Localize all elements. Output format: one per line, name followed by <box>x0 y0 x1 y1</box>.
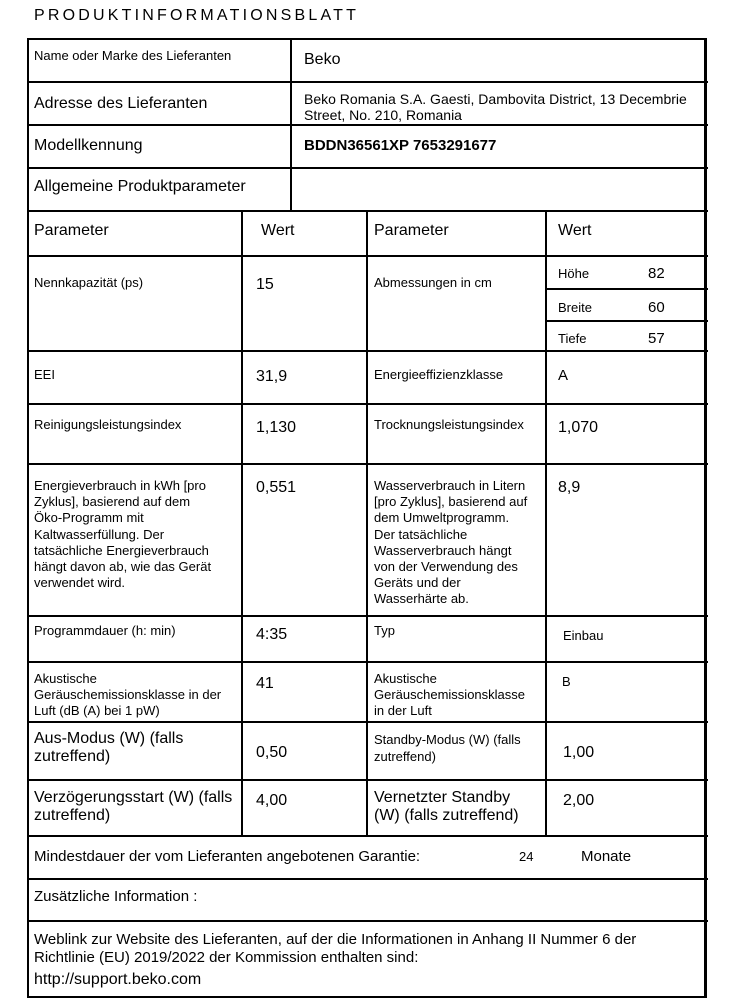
text-line: Öko-Programm mit <box>34 510 144 526</box>
text-line: Akustische <box>374 671 437 686</box>
type-value: Einbau <box>563 628 604 643</box>
drying-index-label: Trocknungsleistungsindex <box>374 417 524 432</box>
height-value: 82 <box>648 265 665 282</box>
text-line: Kaltwasserfüllung. Der <box>34 526 165 542</box>
drying-index-value: 1,070 <box>558 419 599 436</box>
text-line: Standby-Modus (W) (falls <box>374 732 521 747</box>
row-divider <box>27 124 708 126</box>
noise-emission-label <box>34 671 221 719</box>
text-line: hängt davon ab, wie das Gerät <box>34 559 212 575</box>
capacity-value: 15 <box>256 276 274 293</box>
width-label: Breite <box>558 300 592 315</box>
text-line: von der Verwendung des <box>374 559 518 575</box>
general-parameters-label: Allgemeine Produktparameter <box>34 178 246 195</box>
param-header-right: Parameter <box>374 222 449 239</box>
supplier-address-value <box>304 91 687 123</box>
supplier-name-value: Beko <box>304 51 341 68</box>
column-divider <box>290 38 292 212</box>
text-line: Richtlinie (EU) 2019/2022 der Kommission enthalten sind: <box>34 949 419 966</box>
value-header-left: Wert <box>261 222 295 239</box>
row-divider <box>547 320 708 322</box>
program-duration-label: Programmdauer (h: min) <box>34 623 176 638</box>
text-line: (W) (falls zutreffend) <box>374 807 519 824</box>
row-divider <box>27 167 708 169</box>
text-line: Wasserverbrauch hängt <box>374 542 512 558</box>
delay-start-value: 4,00 <box>256 792 288 809</box>
text-line: Geräuschemissionsklasse <box>374 687 526 702</box>
text-line: Energieverbrauch in kWh [pro <box>34 478 206 493</box>
text-line: Geräuschemissionsklasse in der <box>34 687 222 702</box>
off-mode-label <box>34 730 183 766</box>
text-line: Vernetzter Standby <box>374 789 511 806</box>
text-line: Wasserverbrauch in Litern <box>374 478 526 493</box>
delay-start-label <box>34 789 232 825</box>
address-line: Beko Romania S.A. Gaesti, Dambovita District, 13 Decembrie <box>304 91 687 107</box>
cleaning-index-label: Reinigungsleistungsindex <box>34 417 182 432</box>
noise-emission-value: 41 <box>256 675 274 692</box>
text-line: [pro Zyklus], basierend auf <box>374 494 528 510</box>
column-divider <box>366 210 368 837</box>
text-line: zutreffend) <box>34 748 111 765</box>
row-divider <box>547 288 708 290</box>
warranty-label: Mindestdauer der vom Lieferanten angebotenen Garantie: <box>34 848 421 865</box>
column-divider <box>241 210 243 837</box>
model-label: Modellkennung <box>34 137 143 154</box>
energy-consumption-value: 0,551 <box>256 479 297 496</box>
depth-label: Tiefe <box>558 331 587 346</box>
networked-standby-label <box>374 789 519 825</box>
noise-class-value: B <box>562 674 571 689</box>
text-line: Akustische <box>34 671 97 686</box>
water-consumption-label <box>374 478 527 608</box>
text-line: Der tatsächliche <box>374 526 468 542</box>
type-label: Typ <box>374 623 395 638</box>
noise-class-label <box>374 671 525 719</box>
capacity-label: Nennkapazität (ps) <box>34 275 144 290</box>
text-line: dem Umweltprogramm. <box>374 510 510 526</box>
text-line: Geräts und der <box>374 575 461 591</box>
dimensions-label: Abmessungen in cm <box>374 275 492 290</box>
eei-label: EEI <box>34 367 55 382</box>
supplier-address-label: Adresse des Lieferanten <box>34 95 208 112</box>
row-divider <box>27 878 708 880</box>
off-mode-value: 0,50 <box>256 744 288 761</box>
param-header-left: Parameter <box>34 222 109 239</box>
supplier-name-label: Name oder Marke des Lieferanten <box>34 48 232 63</box>
networked-standby-value: 2,00 <box>563 792 595 809</box>
text-line: Wasserhärte ab. <box>374 591 469 607</box>
warranty-value: 24 <box>519 849 534 864</box>
energy-class-value: A <box>558 367 569 384</box>
standby-mode-value: 1,00 <box>563 744 595 761</box>
width-value: 60 <box>648 299 665 316</box>
energy-class-label: Energieeffizienzklasse <box>374 367 504 382</box>
row-divider <box>27 920 708 922</box>
weblink-url[interactable]: http://support.beko.com <box>34 971 202 988</box>
model-value: BDDN36561XP 7653291677 <box>304 137 497 154</box>
warranty-unit: Monate <box>581 848 632 865</box>
water-consumption-value: 8,9 <box>558 479 581 496</box>
text-line: Luft (dB (A) bei 1 pW) <box>34 703 160 718</box>
text-line: Zyklus], basierend auf dem <box>34 494 191 510</box>
program-duration-value: 4:35 <box>256 626 288 643</box>
column-divider <box>545 210 547 837</box>
additional-info-label: Zusätzliche Information : <box>34 888 198 905</box>
text-line: Verzögerungsstart (W) (falls <box>34 789 233 806</box>
sheet-title: PRODUKTINFORMATIONSBLATT <box>34 7 360 24</box>
text-line: zutreffend) <box>374 749 436 764</box>
weblink-text <box>34 931 636 967</box>
standby-mode-label <box>374 731 521 765</box>
text-line: zutreffend) <box>34 807 111 824</box>
value-header-right: Wert <box>558 222 592 239</box>
address-line: Street, No. 210, Romania <box>304 107 462 123</box>
depth-value: 57 <box>648 330 665 347</box>
row-divider <box>27 81 708 83</box>
energy-consumption-label <box>34 478 211 591</box>
text-line: in der Luft <box>374 703 432 718</box>
eei-value: 31,9 <box>256 368 288 385</box>
text-line: Weblink zur Website des Lieferanten, auf der die Informationen in Anhang II Nummer 6 der <box>34 931 637 948</box>
height-label: Höhe <box>558 266 590 281</box>
text-line: tatsächliche Energieverbrauch <box>34 542 209 558</box>
cleaning-index-value: 1,130 <box>256 419 297 436</box>
text-line: verwendet wird. <box>34 575 126 591</box>
text-line: Aus-Modus (W) (falls <box>34 730 184 747</box>
